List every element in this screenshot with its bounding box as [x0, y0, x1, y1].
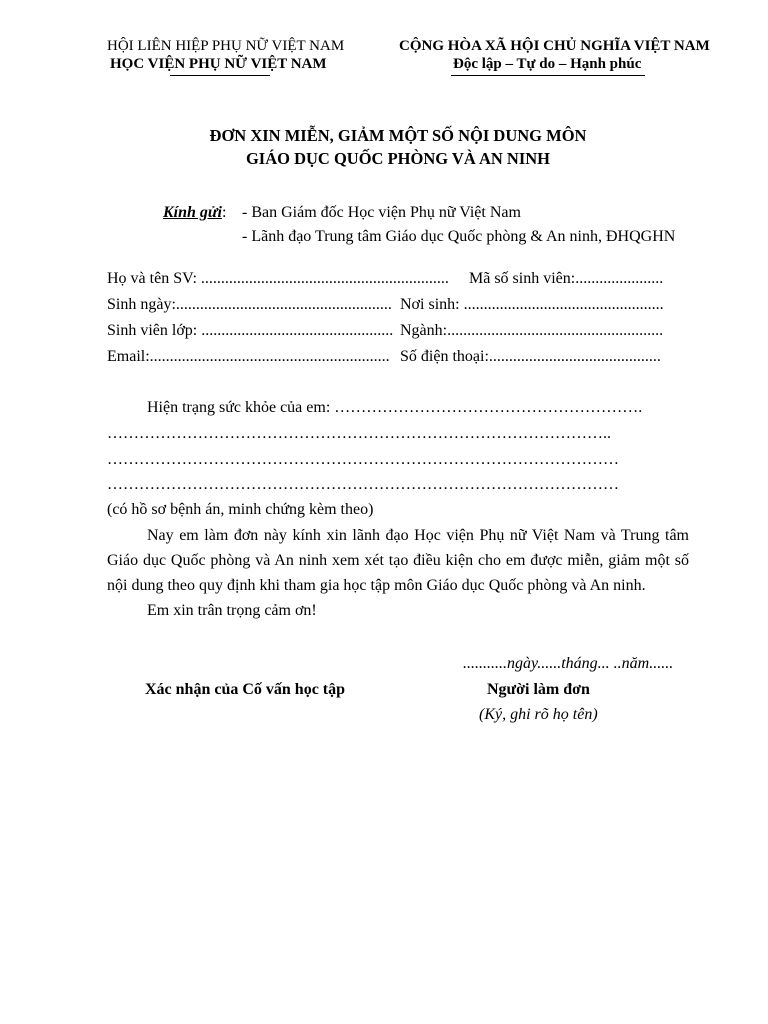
form-title-line1: ĐƠN XIN MIỄN, GIẢM MỘT SỐ NỘI DUNG MÔN [209, 126, 587, 145]
form-title-line2: GIÁO DỤC QUỐC PHÒNG VÀ AN NINH [245, 149, 551, 168]
class-field[interactable]: Sinh viên lớp: ................................................ [107, 322, 394, 339]
recipient-label: Kính gửi [163, 204, 222, 221]
recipient-line-1: - Ban Giám đốc Học viện Phụ nữ Việt Nam [242, 204, 521, 221]
birthplace-field[interactable]: Nơi sinh: .................................................. [400, 296, 664, 313]
health-status-line-4[interactable]: …………………………………………………………………………………… [107, 476, 619, 493]
health-status-line-3[interactable]: …………………………………………………………………………………… [107, 451, 619, 468]
national-motto-underline [451, 75, 645, 76]
signature-note: (Ký, ghi rõ họ tên) [479, 706, 598, 723]
applicant-label: Người làm đơn [487, 681, 590, 698]
student-name-field[interactable]: Họ và tên SV: .............................................................. [107, 270, 449, 287]
thanks-line: Em xin trân trọng cảm ơn! [147, 602, 317, 619]
national-title: CỘNG HÒA XÃ HỘI CHỦ NGHĨA VIỆT NAM [399, 38, 710, 54]
student-id-field[interactable]: Mã số sinh viên:...................... [469, 270, 664, 287]
advisor-confirmation-label: Xác nhận của Cố vấn học tập [145, 681, 346, 698]
health-note: (có hồ sơ bệnh án, minh chứng kèm theo) [107, 501, 374, 518]
recipient-colon: : [221, 204, 227, 221]
date-line[interactable]: ...........ngày......tháng... ..năm...... [463, 655, 674, 672]
email-field[interactable]: Email:............................................................ [107, 348, 390, 365]
phone-field[interactable]: Số điện thoại:........................................... [400, 348, 661, 365]
national-motto: Độc lập – Tự do – Hạnh phúc [453, 56, 642, 72]
org-name-underline [170, 75, 270, 76]
org-name-parent: HỘI LIÊN HIỆP PHỤ NỮ VIỆT NAM [107, 38, 345, 54]
major-field[interactable]: Ngành:...................................................... [400, 322, 664, 339]
health-status-line-1[interactable]: Hiện trạng sức khỏe của em: …………………………………………………. [147, 399, 643, 416]
dob-field[interactable]: Sinh ngày:...................................................... [107, 296, 392, 313]
health-status-line-2[interactable]: ………………………………………………………………………………….. [107, 425, 611, 442]
request-paragraph: Nay em làm đơn này kính xin lãnh đạo Học viện Phụ nữ Việt Nam và Trung tâm Giáo dục Quốc phòng và An ninh xem xét tạo điều kiện cho em được miễn, giảm một số nội dung theo quy định khi tham gia học tập môn Giáo dục Quốc phòng và An ninh. [107, 527, 689, 594]
recipient-block [163, 204, 226, 222]
recipient-line-2: - Lãnh đạo Trung tâm Giáo dục Quốc phòng & An ninh, ĐHQGHN [242, 228, 676, 245]
org-name: HỌC VIỆN PHỤ NỮ VIỆT NAM [110, 56, 327, 72]
